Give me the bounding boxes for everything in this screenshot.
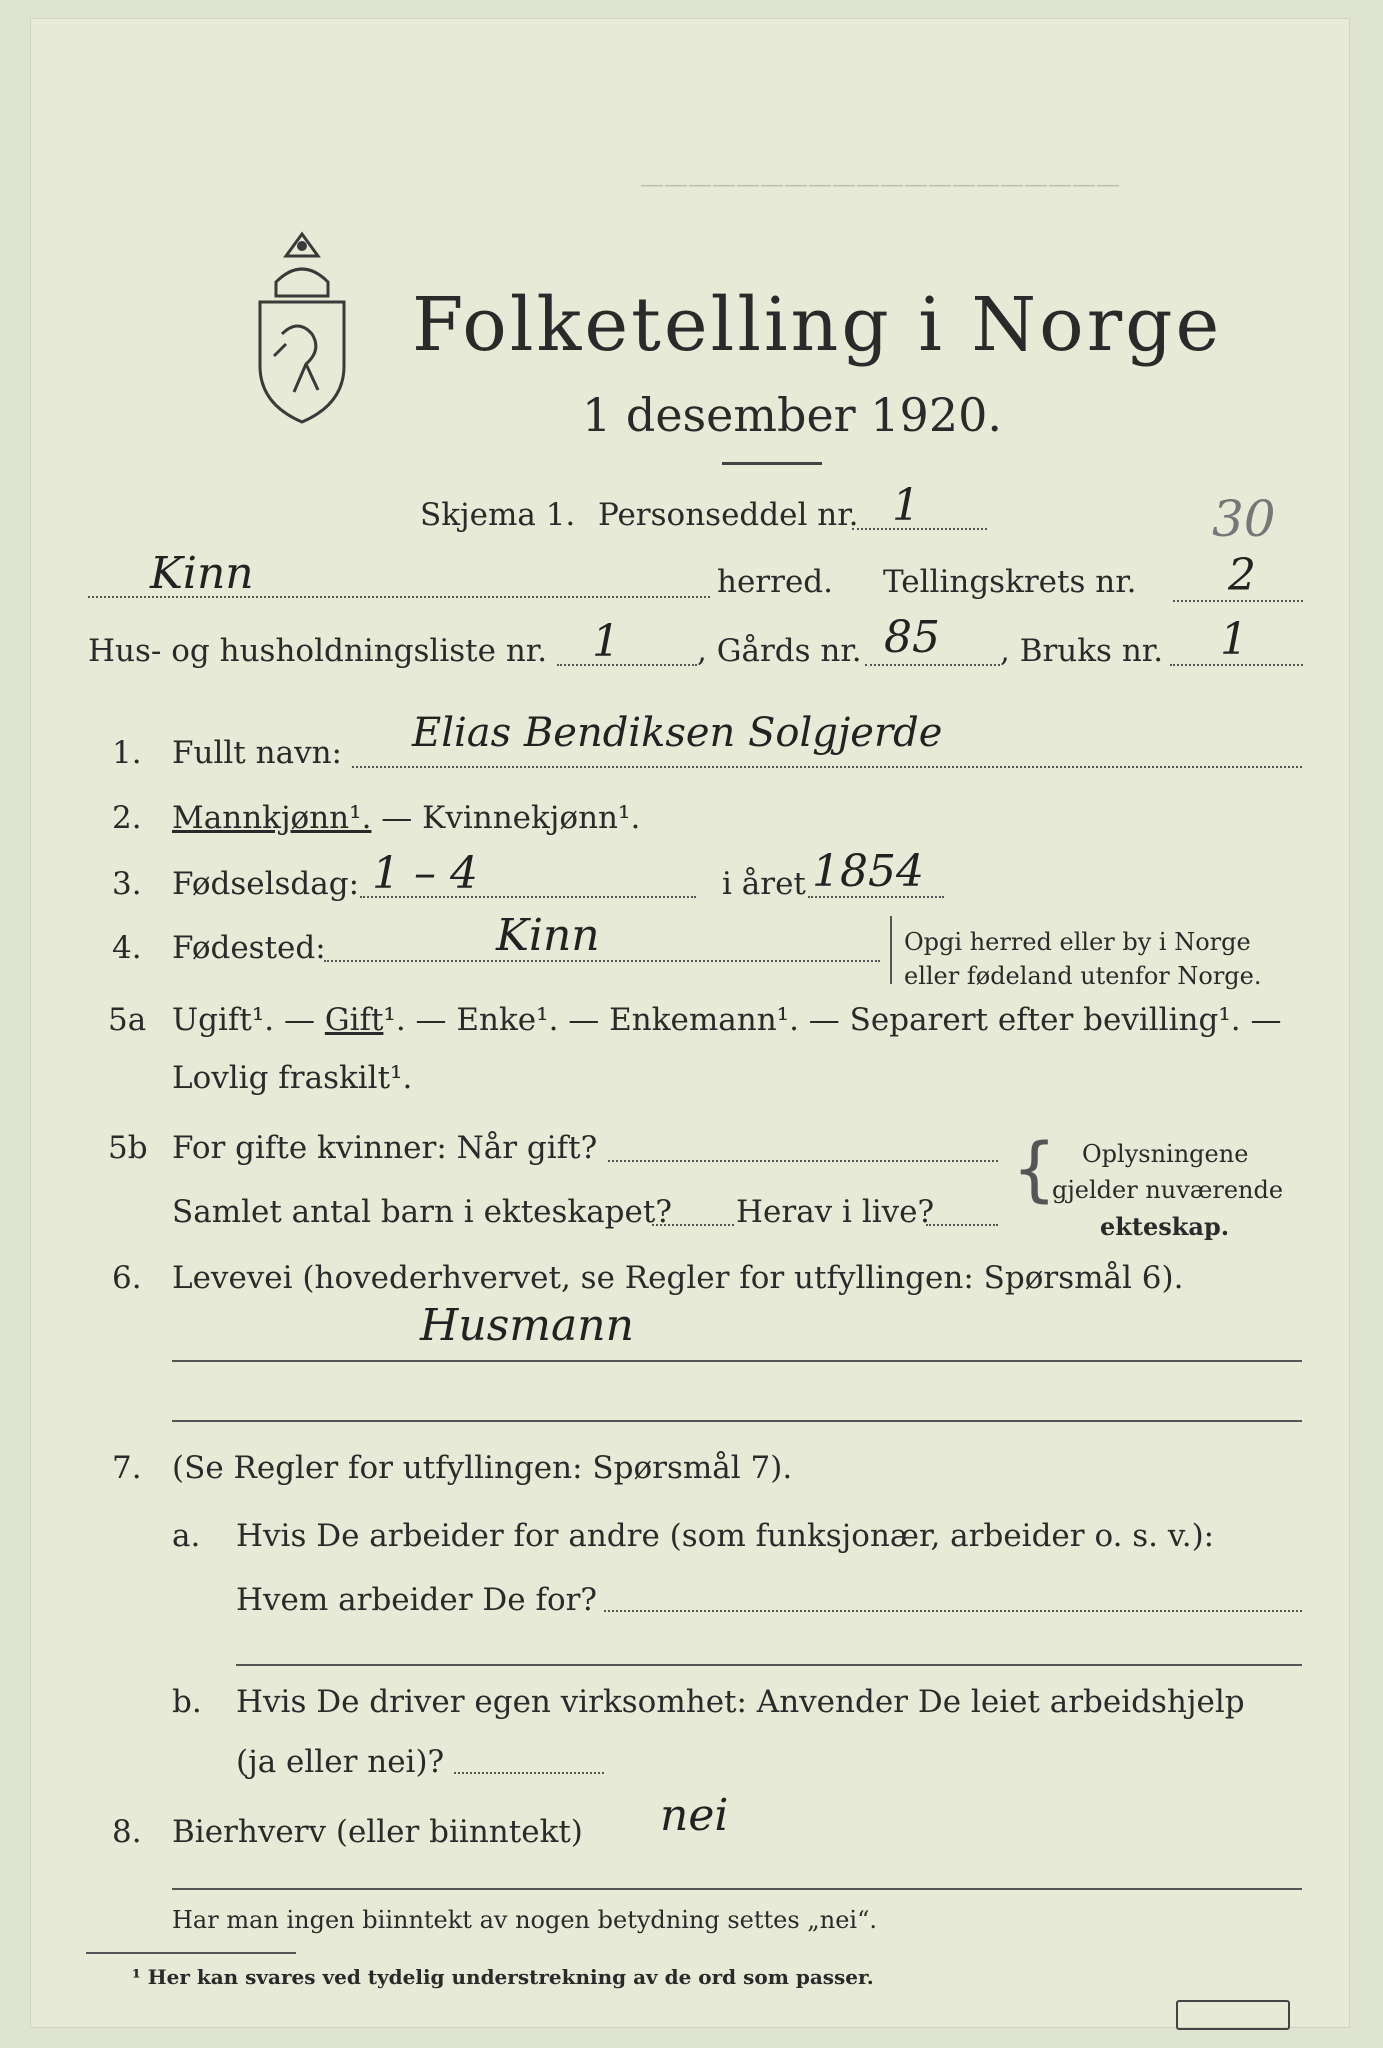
q7a-letter: a. — [172, 1518, 201, 1554]
footer-note: Har man ingen biinntekt av nogen betydning settes „nei“. — [172, 1906, 877, 1934]
q8-label: Bierhverv (eller biinntekt) — [172, 1814, 583, 1850]
q4-number: 4. — [112, 930, 142, 966]
q8-number: 8. — [112, 1814, 142, 1850]
q5a-fraskilt-option[interactable]: Lovlig fraskilt¹. — [172, 1060, 413, 1096]
q5b-number: 5b — [108, 1130, 148, 1166]
q5b-children-dotted-line[interactable] — [652, 1224, 734, 1226]
gards-dotted-line — [865, 664, 1000, 666]
q7b-line2: (ja eller nei)? — [236, 1744, 445, 1780]
q5b-alive-dotted-line[interactable] — [926, 1224, 998, 1226]
q7a-second-line — [236, 1664, 1302, 1666]
herred-label: herred. — [717, 564, 833, 600]
q4-dotted-line — [324, 960, 880, 962]
bruks-value[interactable]: 1 — [1220, 614, 1248, 665]
q2-number: 2. — [112, 800, 142, 836]
q7a-employer-dotted-line[interactable] — [604, 1610, 1302, 1612]
herred-value[interactable]: Kinn — [150, 548, 254, 599]
q2-separator: — — [371, 800, 423, 836]
q8-answer-line — [172, 1888, 1302, 1890]
hus-dotted-line — [557, 664, 697, 666]
q7b-line1: Hvis De driver egen virksomhet: Anvender De leiet arbeidshjelp — [236, 1684, 1245, 1720]
q4-label: Fødested: — [172, 930, 326, 966]
gards-value[interactable]: 85 — [884, 612, 940, 663]
form-date: 1 desember 1920. — [582, 388, 1002, 442]
q5a-other-options[interactable]: ¹. — Enke¹. — Enkemann¹. — Separert efter bevilling¹. — — [383, 1002, 1282, 1038]
footnote-rule — [86, 1952, 296, 1954]
q3-number: 3. — [112, 866, 142, 902]
q4-note-brace — [890, 916, 896, 984]
q5a-options — [172, 1002, 1281, 1038]
q2-female-option[interactable]: Kvinnekjønn¹. — [422, 800, 641, 836]
q3-value[interactable]: 1 – 4 — [372, 848, 478, 899]
q7a-line2: Hvem arbeider De for? — [236, 1582, 598, 1618]
q3-year-label: i året — [722, 866, 806, 902]
q5b-line1-label: For gifte kvinner: Når gift? — [172, 1130, 598, 1166]
q5b-note-brace: { — [1012, 1128, 1057, 1210]
q5b-note-line1: Oplysningene — [1082, 1140, 1249, 1168]
hus-value[interactable]: 1 — [592, 616, 620, 667]
margin-number: 30 — [1212, 490, 1276, 548]
hus-label: Hus- og husholdningsliste nr. — [88, 633, 548, 669]
q7-label: (Se Regler for utfyllingen: Spørsmål 7). — [172, 1450, 793, 1486]
gards-label: , Gårds nr. — [697, 633, 862, 669]
tellingskrets-value[interactable]: 2 — [1228, 550, 1256, 601]
q7-number: 7. — [112, 1450, 142, 1486]
q6-second-line — [172, 1420, 1302, 1422]
q2-male-option[interactable]: Mannkjønn¹. — [172, 800, 372, 836]
q7a-line1: Hvis De arbeider for andre (som funksjonær, arbeider o. s. v.): — [236, 1518, 1215, 1554]
q7b-answer-dotted-line[interactable] — [454, 1772, 604, 1774]
q5a-ugift-option[interactable]: Ugift¹. — — [172, 1002, 325, 1038]
tellingskrets-label: Tellingskrets nr. — [883, 564, 1137, 600]
q6-value[interactable]: Husmann — [420, 1300, 634, 1351]
q5a-gift-option[interactable]: Gift — [324, 1002, 384, 1038]
q4-value[interactable]: Kinn — [496, 910, 600, 961]
q1-dotted-line — [352, 766, 1302, 768]
printer-stamp — [1176, 2000, 1290, 2030]
q7b-letter: b. — [172, 1684, 202, 1720]
q1-label: Fullt navn: — [172, 735, 342, 771]
personseddel-label: Personseddel nr. — [598, 497, 859, 533]
q4-note-line1: Opgi herred eller by i Norge — [904, 928, 1251, 956]
q4-note-line2: eller fødeland utenfor Norge. — [904, 962, 1262, 990]
bruks-label: , Bruks nr. — [1000, 633, 1164, 669]
q8-value[interactable]: nei — [660, 1790, 729, 1841]
norwegian-coat-of-arms-icon — [246, 226, 358, 426]
schema-label: Skjema 1. — [420, 497, 576, 533]
q6-label: Levevei (hovederhvervet, se Regler for utfyllingen: Spørsmål 6). — [172, 1260, 1184, 1296]
bleed-through-text: ———————————————————— — [640, 170, 1120, 198]
q5b-note-line3: ekteskap. — [1100, 1212, 1230, 1241]
personseddel-value[interactable]: 1 — [892, 480, 920, 531]
q5b-when-married-dotted-line[interactable] — [608, 1160, 998, 1162]
q6-answer-line — [172, 1360, 1302, 1362]
q3-label: Fødselsdag: — [172, 866, 360, 902]
q2-options — [172, 800, 640, 836]
q5b-children-label: Samlet antal barn i ekteskapet? — [172, 1194, 672, 1230]
q3-year-value[interactable]: 1854 — [812, 846, 924, 897]
q5b-note-line2: gjelder nuværende — [1052, 1176, 1284, 1204]
q5b-alive-label: Herav i live? — [736, 1194, 935, 1230]
title-divider — [722, 462, 822, 465]
footnote-text: ¹ Her kan svares ved tydelig understrekning av de ord som passer. — [132, 1965, 874, 1989]
form-title: Folketelling i Norge — [412, 282, 1223, 368]
q5a-number: 5a — [108, 1002, 147, 1038]
q1-value[interactable]: Elias Bendiksen Solgjerde — [412, 710, 943, 756]
q1-number: 1. — [112, 735, 142, 771]
q6-number: 6. — [112, 1260, 142, 1296]
